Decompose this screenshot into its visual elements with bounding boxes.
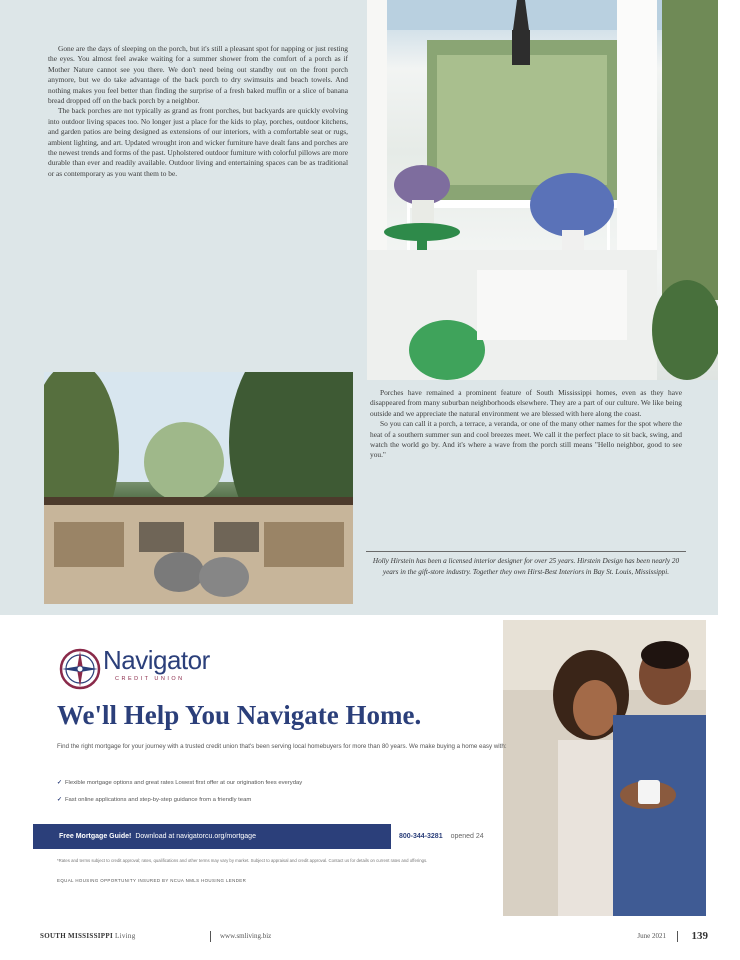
- phone-number[interactable]: [399, 833, 484, 840]
- ad-bullet-text: Flexible mortgage options and great rates Lowest first offer at our origination fees everyday: [64, 780, 303, 786]
- ad-bullet-row: [57, 797, 527, 803]
- deck-illustration: [44, 372, 353, 604]
- ad-body-text: Find the right mortgage for your journey with a trusted credit union that's been serving local homebuyers for more than 80 years. We make buying a home easy with:: [57, 743, 507, 750]
- phone-label: opened 24: [450, 833, 484, 840]
- phone-value: 800-344-3281: [399, 833, 443, 840]
- article-paragraph: Porches have remained a prominent feature of South Mississippi homes, even as they have disappeared from many suburban neighborhoods elsewhere. They are a part of our culture. We like being outside and we appreciate the natural environment we are blessed with here along the coast.: [370, 388, 682, 418]
- check-icon: ✓: [57, 780, 62, 786]
- couple-photo: [503, 620, 706, 916]
- check-icon: ✓: [57, 797, 62, 803]
- brand-name: Navigator: [103, 645, 210, 675]
- cta-label: Download at navigatorcu.org/mortgage: [135, 833, 256, 840]
- ad-bullet-text: Fast online applications and step-by-step guidance from a friendly team: [64, 797, 252, 803]
- page-footer: [40, 930, 708, 944]
- publication-name: [40, 932, 136, 940]
- footer-separator: [210, 931, 211, 942]
- ad-legal-line: EQUAL HOUSING OPPORTUNITY INSURED BY NCUA NMLS HOUSING LENDER: [57, 878, 247, 883]
- ad-fine-print: *Rates and terms subject to credit approval; rates, qualifications and other terms may vary by market. Subject to appraisal and credit approval. Contact us for details on current rates and offerings.: [57, 858, 428, 863]
- byline-top-rule: [366, 551, 686, 552]
- porch-illustration: [367, 0, 718, 380]
- footer-separator: [677, 931, 678, 942]
- article-paragraph: The back porches are not typically as grand as front porches, but backyards are quickly evolving into outdoor living spaces too. No longer just a place for the kids to play, porches, outdoor kitchens, and garden patios are being designed as extensions of our interiors, with a comfortable seat or rugs, ambient lighting, and art. Updated wrought iron and wicker furniture have dealt fans and porches are the newest trends and forms of the past. Upholstered outdoor furniture with colorful pillows are more durable than ever and readily available. Outdoor living and entertaining spaces can be as traditional or as contemporary as you want them to be.: [48, 106, 348, 178]
- publication-name-rest: Living: [115, 932, 136, 940]
- article-paragraph: Gone are the days of sleeping on the porch, but it's still a pleasant spot for napping or just resting the eyes. You almost feel awake waiting for a summer shower from the comfort of a porch as if Mother Nature cannot see you there. We don't need being out standby out on the front porch anymore, but we do take advantage of the back porch to dry swimsuits and beach towels. And nothing makes you feel better than finding the surprise of a fresh baked muffin or a slice of banana bread dropped off on the back porch by a neighbor.: [48, 44, 348, 106]
- article-left-column: [48, 44, 348, 179]
- footer-url: www.smliving.biz: [220, 932, 272, 940]
- couple-illustration: [503, 620, 706, 916]
- ad-bullet-row: [57, 780, 527, 786]
- brand-subtitle: CREDIT UNION: [115, 676, 185, 682]
- porch-photo: [367, 0, 718, 380]
- mortgage-advertisement: [33, 620, 706, 916]
- ad-headline: We'll Help You Navigate Home.: [57, 700, 422, 730]
- mortgage-guide-banner[interactable]: [33, 824, 391, 849]
- publication-name-bold: SOUTH MISSISSIPPI: [40, 932, 113, 940]
- deck-photo: [44, 372, 353, 604]
- article-right-column: [370, 388, 682, 461]
- article-paragraph: So you can call it a porch, a terrace, a veranda, or one of the many other names for the spot where the heat of a southern summer sun and cool breezes meet. We call it the perfect place to sit back, swing, and watch the world go by. And it's where a wave from the porch still means "Hello neighbor, good to see you.": [370, 419, 682, 460]
- issue-date: June 2021: [637, 932, 666, 940]
- author-byline: Holly Hirstein has been a licensed interior designer for over 25 years. Hirstein Design has been nearly 20 years in the gift-store industry. Together they own Hirst-Best Interiors in Bay St. Louis, Mississippi.: [372, 557, 680, 576]
- cta-bold-label: Free Mortgage Guide!: [59, 833, 132, 840]
- page-number: 139: [691, 930, 708, 942]
- compass-icon: [57, 646, 103, 692]
